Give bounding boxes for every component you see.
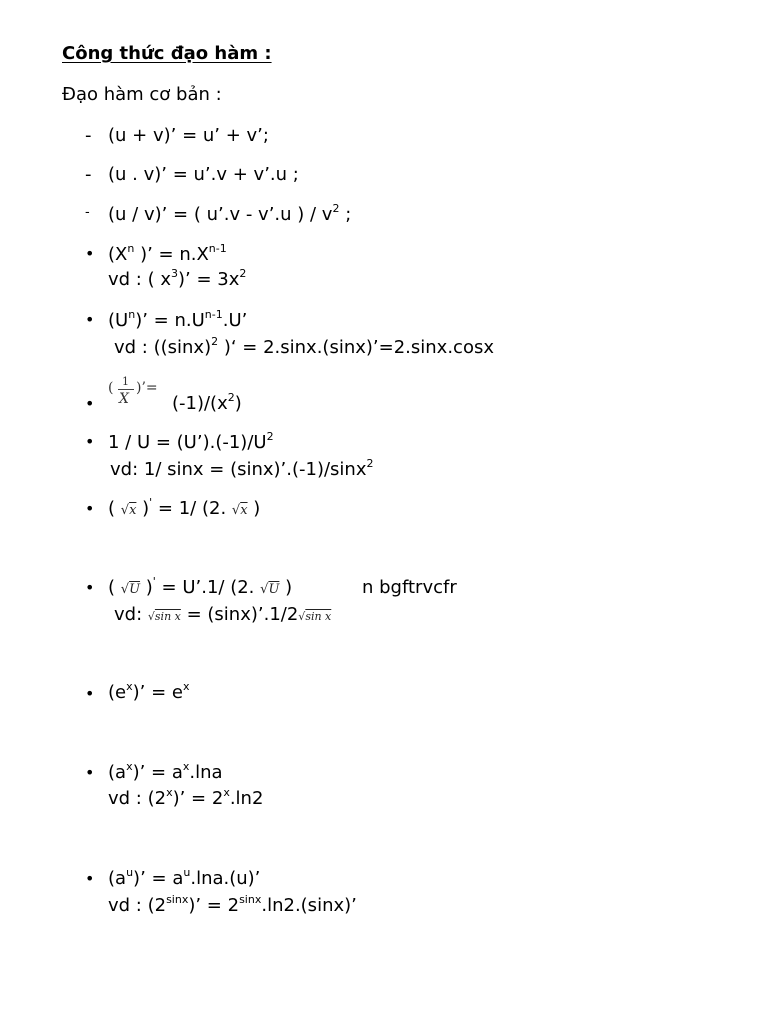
bullet-marker: • [85, 684, 95, 703]
bullet-marker: • [85, 394, 95, 413]
example-au: vd : $(2^{sinx})$’ = $2^{sinx}.\ln 2.(\sin x)$’ [108, 893, 357, 916]
bullet-marker: • [85, 499, 95, 518]
dash-marker: - [85, 205, 90, 220]
page-title: Công thức đạo hàm : [62, 43, 272, 64]
bullet-marker: • [85, 432, 95, 451]
rule-power: ($X^n$ )’ = $n.X^{n-1}$ [108, 242, 227, 265]
bullet-marker: • [85, 578, 95, 597]
example-power: vd : ( $x^3$)’ = $3x^2$ [108, 267, 247, 290]
rule-au: $(a^u)$’ = $a^u.\ln a.(u)$’ [108, 866, 261, 889]
sqrt-symbol: √U [260, 582, 280, 597]
example-ureciprocal: vd: 1/ sinx = (sinx)’.(-1)/sinx$^2$ [110, 457, 374, 480]
sqrt-symbol: √U [120, 582, 141, 597]
rule-exp: $(e^x)$’ = $e^x$ [108, 680, 190, 703]
fraction-numerator: 1 [122, 375, 129, 388]
rule-usqrt: ( √U )' = U’.1/ (2. √U ) [108, 575, 293, 598]
stray-note: n bgftrvcfr [362, 577, 457, 598]
rule-reciprocal: $(-1)/(x^2)$ [172, 391, 242, 414]
rule-upower: $(U^n)$’ = $n.U^{n-1}.U$’ [108, 308, 248, 331]
rule-ureciprocal: $1 / U = (U’).(-1)/U^2$ [108, 430, 274, 453]
sqrt-symbol: √sin x [147, 610, 181, 623]
dash-marker: - [85, 164, 92, 185]
bullet-marker: • [85, 244, 95, 263]
example-upower: vd : ($(\sin x)^2$ )‘ = 2.sinx.(sinx)’=2.sinx.cosx [114, 335, 494, 358]
sqrt-symbol: √x [231, 503, 248, 518]
example-usqrt: vd: √sin x = (sinx)’.1/2√sin x [114, 604, 332, 625]
section-subtitle: Đạo hàm cơ bản : [62, 84, 222, 105]
bullet-marker: • [85, 310, 95, 329]
rule-product: (u . v)’ = u’.v + v’.u ; [108, 164, 299, 185]
fraction-denominator: X [119, 391, 129, 407]
rule-sum: (u + v)’ = u’ + v’; [108, 125, 269, 146]
rule-sqrt: ( √x )' = 1/ (2. √x ) [108, 496, 261, 519]
sqrt-symbol: √sin x [298, 610, 332, 623]
sqrt-symbol: √x [120, 503, 137, 518]
bullet-marker: • [85, 763, 95, 782]
reciprocal-fraction: ( 1 X )’= [108, 375, 158, 407]
rule-quotient: (u / v)’ = ( u’.v - v’.u ) / $v^2$ ; [108, 202, 352, 225]
bullet-marker: • [85, 869, 95, 888]
dash-marker: - [85, 125, 92, 146]
rule-ax: $(a^x)$’ = $a^x.\ln a$ [108, 760, 223, 783]
example-ax: vd : $(2^x)$’ = $2^x.\ln 2$ [108, 786, 264, 809]
